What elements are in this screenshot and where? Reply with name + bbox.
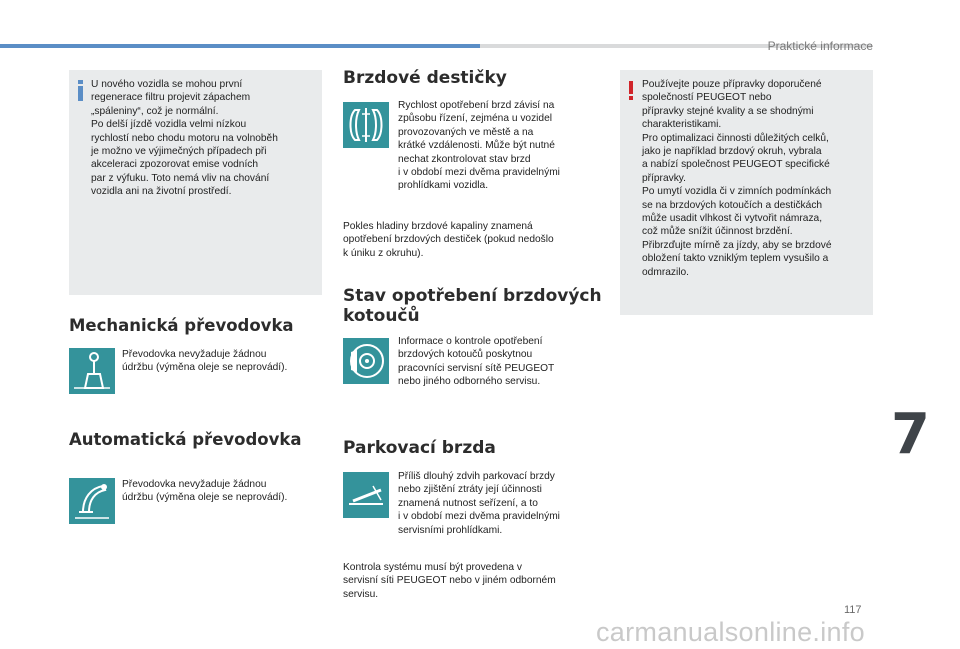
section-title: Praktické informace [767, 39, 873, 53]
info-icon [75, 80, 87, 100]
brake-discs-title: Stav opotřebení brzdových kotoučů [343, 286, 602, 326]
parking-brake-icon [343, 472, 389, 518]
brake-discs-text: Informace o kontrole opotřebení brzdových kotoučů poskytnou pracovníci servisní sítě PEUGEOT nebo jiného odborného servisu. [398, 336, 555, 388]
brake-pads-icon [343, 102, 389, 148]
manual-gearbox-text: Převodovka nevyžaduje žádnou údržbu (výměna oleje se neprovádí). [122, 349, 288, 374]
watermark: carmanualsonline.info [596, 617, 865, 647]
automatic-gearbox-title: Automatická převodovka [69, 430, 302, 449]
info-note-text: U nového vozidla se mohou první regenerace filtru projevit zápachem „spáleniny“, což je normální. Po delší jízdě vozidla velmi nízkou rychlostí nebo chodu motoru na volnoběh je možno ve výjimečných případech při akceleraci zpozorovat emise vodních par z výfuku. Toto nemá vliv na chování vozidla ani na životní prostředí. [91, 79, 278, 198]
automatic-gearbox-text: Převodovka nevyžaduje žádnou údržbu (výměna oleje se neprovádí). [122, 479, 288, 504]
chapter-number: 7 [891, 402, 930, 467]
parking-brake-note: Kontrola systému musí být provedena v servisní síti PEUGEOT nebo v jiném odborném servisu. [343, 562, 556, 600]
brake-fluid-note: Pokles hladiny brzdové kapaliny znamená opotřebení brzdových destiček (pokud nedošlo k úniku z okruhu). [343, 221, 554, 259]
manual-gearbox-icon [69, 348, 115, 394]
parking-brake-text: Příliš dlouhý zdvih parkovací brzdy nebo zjištění ztráty její účinnosti znamená nutnost seřízení, a to i v období mezi dvěma pravidelnými servisními prohlídkami. [398, 471, 560, 536]
warning-icon [628, 81, 636, 101]
automatic-gearbox-icon [69, 478, 115, 524]
brake-pads-text: Rychlost opotřebení brzd závisí na způsobu řízení, zejména u vozidel provozovaných ve městě a na krátké vzdálenosti. Může být nutné nechat zkontrolovat stav brzd i v období mezi dvěma pravidelnými prohlídkami vozidla. [398, 100, 560, 192]
header-rule-accent [0, 44, 480, 48]
manual-gearbox-title: Mechanická převodovka [69, 316, 294, 335]
parking-brake-title: Parkovací brzda [343, 438, 496, 458]
warning-note-text: Používejte pouze přípravky doporučené společností PEUGEOT nebo přípravky stejné kvality a se shodnými charakteristikami. Pro optimalizaci činnosti důležitých celků, jako je například brzdový okruh, vybrala a nabízí společnost PEUGEOT specifické přípravky. Po umytí vozidla či v zimních podmínkách se na brzdových kotoučích a destičkách může usadit vlhkost či vytvořit námraza, což může snížit účinnost brzdění. Přibrzďujte mírně za jízdy, aby se brzdové obložení takto vzniklým teplem vysušilo a odmrazilo. [642, 79, 832, 278]
brake-disc-icon [343, 338, 389, 384]
brake-pads-title: Brzdové destičky [343, 68, 507, 88]
page-number: 117 [844, 604, 862, 616]
